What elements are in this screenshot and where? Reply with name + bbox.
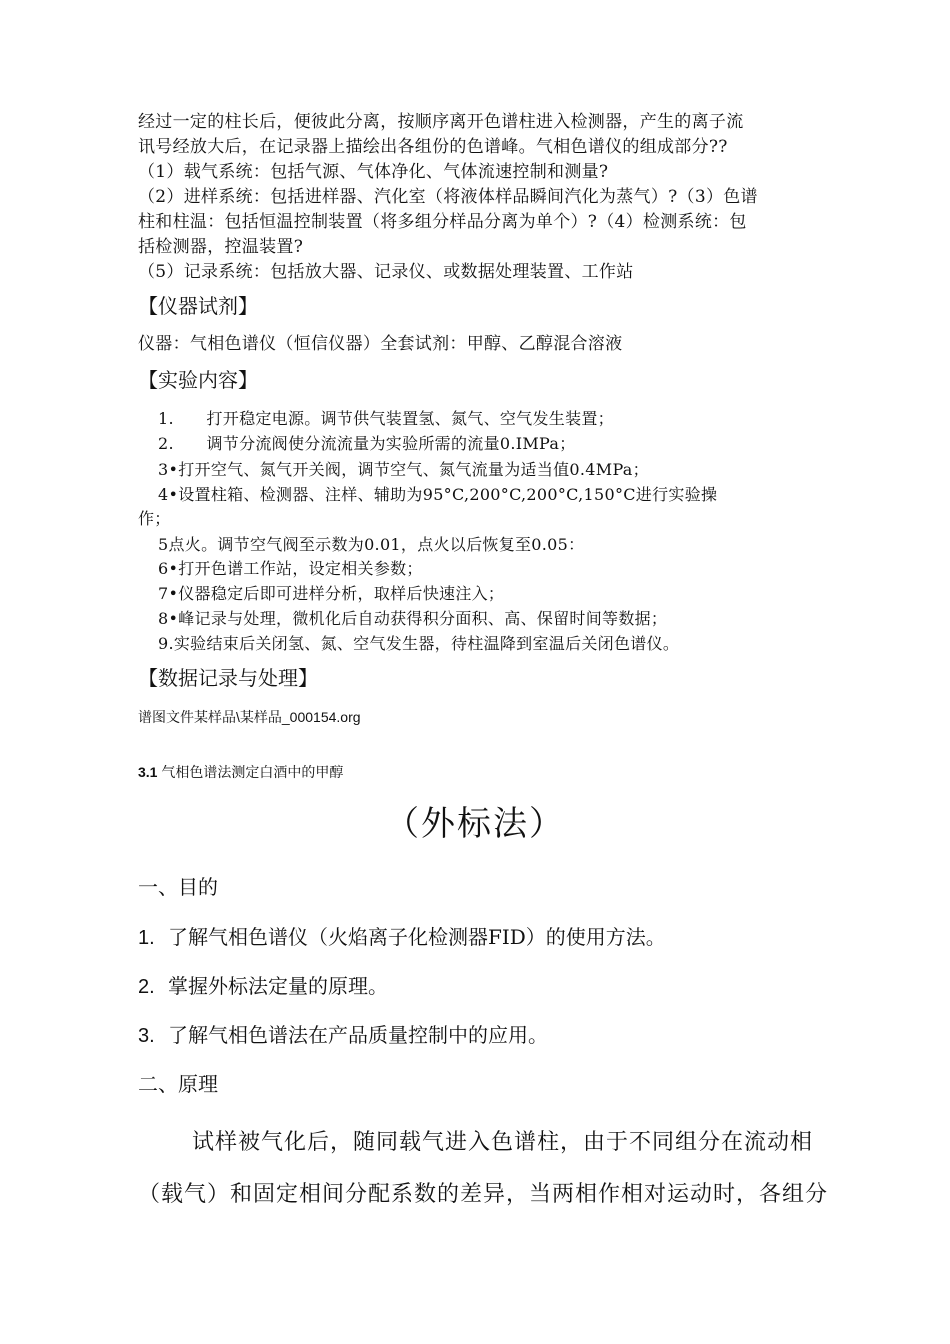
main-title: （外标法） — [385, 804, 565, 844]
subsection-text: 气相色谱法测定白酒中的甲醇 — [161, 764, 344, 780]
purpose-heading: 一、目的 — [138, 875, 218, 899]
subsection-number: 3.1 — [138, 764, 158, 780]
step-4-cont: 作； — [138, 509, 171, 528]
step-6: 6•打开色谱工作站，设定相关参数； — [158, 559, 423, 578]
step-1: 1. 打开稳定电源。调节供气装置氢、氮气、空气发生装置； — [158, 409, 614, 428]
content-heading: 【实验内容】 — [138, 368, 258, 392]
purpose-item-2-num: 2. — [138, 976, 155, 998]
purpose-item-1 — [138, 922, 666, 953]
step-8: 8•峰记录与处理，微机化后自动获得积分面积、高、保留时间等数据； — [158, 609, 668, 628]
file-path: 谱图文件某样品\某样品_000154.org — [138, 709, 361, 725]
purpose-item-3-text: 了解气相色谱法在产品质量控制中的应用。 — [168, 1023, 548, 1047]
data-heading: 【数据记录与处理】 — [138, 666, 318, 690]
instruments-heading: 【仪器试剂】 — [138, 294, 258, 318]
purpose-item-3-num: 3. — [138, 1025, 155, 1047]
intro-line-4: （2）进样系统：包括进样器、汽化室（将液体样品瞬间汽化为蒸气）?（3）色谱 — [138, 187, 758, 207]
step-9: 9.实验结束后关闭氢、氮、空气发生器，待柱温降到室温后关闭色谱仪。 — [158, 634, 680, 653]
subsection-title — [138, 762, 343, 782]
instruments-text: 仪器：气相色谱仪（恒信仪器）全套试剂：甲醇、乙醇混合溶液 — [138, 334, 623, 354]
intro-line-7: （5）记录系统：包括放大器、记录仪、或数据处理装置、工作站 — [138, 262, 634, 282]
intro-line-6: 括检测器，控温装置? — [138, 237, 304, 257]
intro-line-3: （1）载气系统：包括气源、气体净化、气体流速控制和测量? — [138, 162, 609, 182]
purpose-item-2-text: 掌握外标法定量的原理。 — [168, 974, 388, 998]
principle-line-1: 试样被气化后，随同载气进入色谱柱，由于不同组分在流动相 — [192, 1130, 814, 1155]
step-5: 5点火。调节空气阀至示数为0.01，点火以后恢复至0.05： — [158, 535, 585, 554]
step-4: 4•设置柱箱、检测器、注样、辅助为95°C,200°C,200°C,150°C进行实验操 — [158, 485, 718, 504]
purpose-item-1-text: 了解气相色谱仪（火焰离子化检测器FID）的使用方法。 — [168, 925, 666, 949]
step-3: 3•打开空气、氮气开关阀，调节空气、氮气流量为适当值0.4MPa； — [158, 460, 649, 479]
purpose-item-3 — [138, 1020, 548, 1051]
purpose-item-1-num: 1. — [138, 927, 155, 949]
purpose-item-2 — [138, 971, 388, 1002]
intro-line-2: 讯号经放大后，在记录器上描绘出各组份的色谱峰。气相色谱仪的组成部分?? — [138, 137, 728, 157]
principle-line-2: （载气）和固定相间分配系数的差异，当两相作相对运动时，各组分 — [138, 1182, 829, 1207]
intro-line-1: 经过一定的柱长后，便彼此分离，按顺序离开色谱柱进入检测器，产生的离子流 — [138, 112, 744, 132]
step-7: 7•仪器稳定后即可进样分析，取样后快速注入； — [158, 584, 505, 603]
principle-heading: 二、原理 — [138, 1072, 218, 1096]
step-2: 2. 调节分流阀使分流流量为实验所需的流量0.IMPa； — [158, 434, 576, 453]
intro-line-5: 柱和柱温：包括恒温控制装置（将多组分样品分离为单个）?（4）检测系统：包 — [138, 212, 747, 232]
